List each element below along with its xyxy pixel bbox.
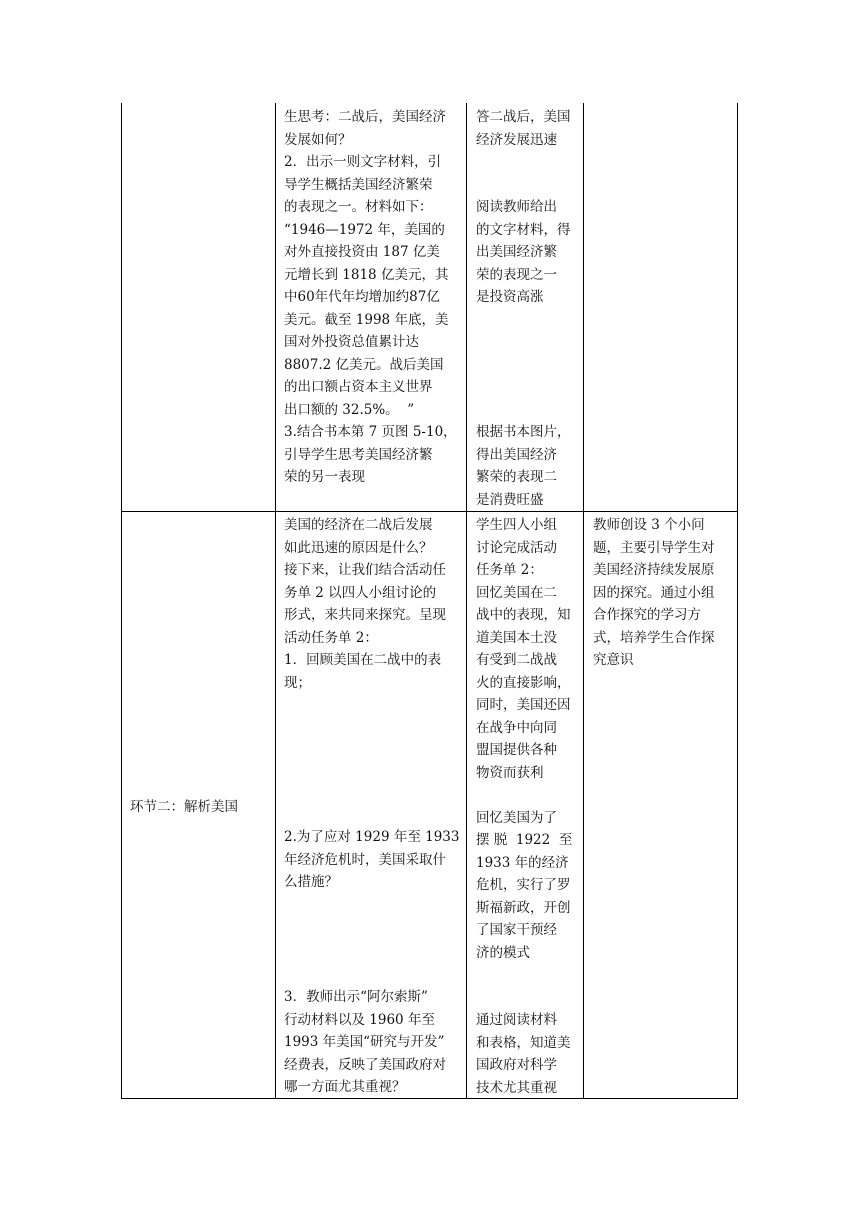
text-line: 是消费旺盛 (476, 491, 544, 508)
text-line: 和表格，知道美 (476, 1034, 571, 1051)
text-line: 8807.2 亿美元。战后美国 (284, 356, 444, 373)
text-line: 讨论完成活动 (476, 539, 557, 556)
text-line: 回忆美国在二 (476, 584, 557, 601)
text-line: 在战争中向同 (476, 719, 557, 736)
text-line: 教师创设 3 个小问 (593, 517, 705, 533)
text-line: 物资而获利 (476, 764, 544, 781)
text-line: 战中的表现，知 (476, 607, 571, 623)
text-line: 火的直接影响， (476, 674, 571, 691)
table-left-border (121, 103, 122, 1099)
text-line: 现； (284, 674, 311, 691)
table-right-border (737, 103, 738, 1099)
text-line: 是投资高涨 (476, 289, 544, 305)
text-line: 2．出示一则文字材料，引 (284, 154, 442, 170)
text-line: 国对外投资总值累计达 (284, 334, 419, 350)
text-line: 究意识 (593, 652, 634, 668)
row2-teacher-question-2 (284, 826, 464, 894)
text-line: 题，主要引导学生对 (593, 539, 715, 556)
text-line: 答二战后，美国 (476, 109, 571, 125)
text-line: 繁荣的表现二 (476, 469, 557, 485)
text-line: 2.为了应对 1929 年至 1933 (284, 829, 460, 845)
text-line: 经费表，反映了美国政府对 (284, 1056, 446, 1073)
text-line: 美国的经济在二战后发展 (284, 517, 433, 533)
text-line: 出美国经济繁 (476, 244, 557, 260)
text-line: 斯福新政，开创 (476, 899, 571, 916)
text-line: 导学生概括美国经济繁荣 (284, 176, 433, 193)
text-line: 的出口额占资本主义世界 (284, 379, 433, 395)
text-line: 阅读教师给出 (476, 199, 557, 215)
text-line: 根据书本图片， (476, 424, 571, 440)
row2-teacher-activity (284, 514, 464, 694)
text-line: 任务单 2： (476, 562, 543, 578)
text-line: 盟国提供各种 (476, 742, 557, 758)
text-line: 1993 年美国“研究与开发” (284, 1034, 445, 1050)
text-line: 合作探究的学习方 (593, 607, 701, 623)
text-line: 技术尤其重视 (476, 1079, 557, 1096)
text-line: 的文字材料，得 (476, 221, 571, 238)
text-line: 的表现之一。材料如下： (284, 199, 433, 215)
row1-student-activity (476, 106, 582, 511)
row2-teacher-question-3 (284, 986, 464, 1099)
text-line: 中60年代年均增加约87亿 (284, 289, 440, 305)
column-divider-1 (275, 103, 276, 1099)
text-line: 回忆美国为了 (476, 809, 557, 826)
text-line: 同时，美国还因 (476, 697, 571, 713)
text-line: “1946—1972 年，美国的 (284, 221, 445, 238)
row2-student-activity (476, 514, 582, 1099)
text-line: 接下来，让我们结合活动任 (284, 562, 446, 578)
text-line: 行动材料以及 1960 年至 (284, 1011, 435, 1028)
text-line: 年经济危机时，美国采取什 (284, 851, 446, 868)
text-line: 了国家干预经 (476, 922, 557, 938)
row-divider (121, 511, 738, 512)
text-line: 务单 2 以四人小组讨论的 (284, 584, 437, 601)
text-line: 通过阅读材料 (476, 1012, 557, 1028)
row2-design-intent (593, 514, 735, 672)
text-line: 如此迅速的原因是什么？ (284, 539, 433, 556)
text-line: 活动任务单 2： (284, 629, 378, 646)
text-line: 引导学生思考美国经济繁 (284, 446, 433, 463)
text-line: 发展如何？ (284, 131, 352, 148)
text-line: 美元。截至 1998 年底，美 (284, 311, 449, 328)
text-line: 济的模式 (476, 944, 530, 961)
text-line: 生思考：二战后，美国经济 (284, 109, 446, 125)
text-line: 3.结合书本第 7 页图 5-10， (284, 424, 457, 440)
text-line: 道美国本土没 (476, 629, 557, 646)
text-line: 有受到二战战 (476, 652, 557, 668)
stage-label: 环节二：解析美国 (130, 799, 238, 815)
column-divider-3 (583, 103, 584, 1099)
text-line: 国政府对科学 (476, 1057, 557, 1073)
text-line: 么措施？ (284, 874, 338, 890)
text-line: 1．回顾美国在二战中的表 (284, 652, 442, 668)
text-line: 哪一方面尤其重视？ (284, 1079, 406, 1095)
text-line: 出口额的 32.5%。 ” (284, 401, 415, 418)
row1-teacher-activity (284, 106, 464, 489)
text-line: 经济发展迅速 (476, 131, 557, 148)
text-line: 得出美国经济 (476, 446, 557, 463)
text-line: 式，培养学生合作探 (593, 629, 715, 646)
text-line: 形式，来共同来探究。呈现 (284, 607, 446, 623)
column-divider-2 (466, 103, 467, 1099)
text-line: 对外直接投资由 187 亿美 (284, 244, 440, 260)
text-line: 美国经济持续发展原 (593, 562, 715, 578)
text-line: 1933 年的经济 (476, 854, 569, 871)
text-line: 危机，实行了罗 (476, 877, 571, 893)
text-line: 元增长到 1818 亿美元，其 (284, 266, 449, 283)
text-line: 学生四人小组 (476, 517, 557, 533)
text-line: 因的探究。通过小组 (593, 584, 715, 601)
text-line: 3．教师出示“阿尔索斯” (284, 989, 428, 1005)
text-line: 摆 脱 1922 至 (476, 832, 573, 848)
text-line: 荣的另一表现 (284, 469, 365, 485)
text-line: 荣的表现之一 (476, 266, 557, 283)
